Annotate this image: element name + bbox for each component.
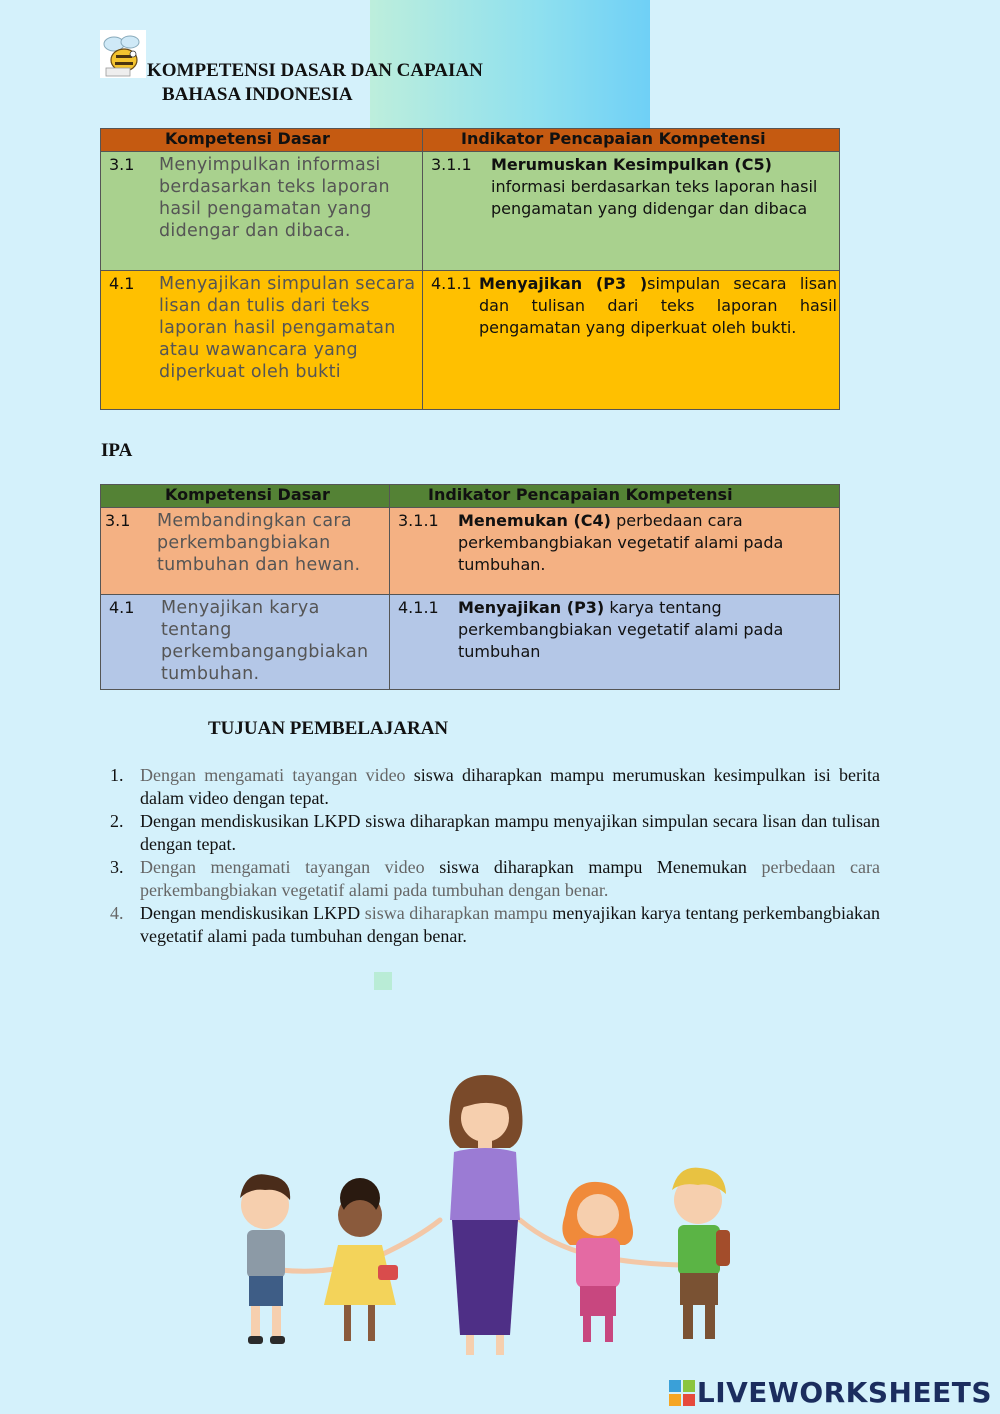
item-text-part: Dengan mengamati tayangan video [140,857,425,877]
indicator-verb: Menyajikan (P3 ) [479,274,648,293]
indicator-text: perbedaan cara perkembangbiakan vegetatif alami pada tumbuhan. [458,511,784,574]
bee-icon [100,30,146,78]
indicator-text: simpulan secara lisan dan tulisan dari teks laporan hasil pengamatan yang diperkuat oleh bukti. [479,274,837,337]
learning-objectives-heading: TUJUAN PEMBELAJARAN [208,718,449,739]
indicator-verb: Merumuskan Kesimpulkan (C5) [491,155,772,174]
ipa-table [100,484,840,690]
item-number: 1. [110,765,124,785]
list-item [100,856,880,902]
item-text-part: Dengan mendiskusikan LKPD siswa diharapkan mampu menyajikan simpulan secara lisan dan tulisan dengan tepat. [140,811,880,854]
girl-figure-1 [324,1178,398,1341]
table-row [101,595,840,690]
indicator-number: 3.1.1 [398,511,439,530]
indicator-verb: Menyajikan (P3) [458,598,605,617]
table-row [101,271,840,410]
column-header: Indikator Pencapaian Kompetensi [390,485,840,508]
table-row [101,508,840,595]
indicator-text: karya tentang perkembangbiakan vegetatif alami pada tumbuhan [458,598,784,661]
column-header: Indikator Pencapaian Kompetensi [423,129,840,152]
page-title: KOMPETENSI DASAR DAN CAPAIAN [147,60,483,81]
kd-text: Membandingkan cara perkembangbiakan tumbuhan dan hewan. [157,511,361,575]
item-text-part: siswa diharapkan mampu merumuskan kesimpulkan isi berita dalam video dengan tepat. [140,765,880,808]
table-row [101,152,840,271]
item-text-part: Dengan mendiskusikan LKPD [140,903,365,923]
column-header: Kompetensi Dasar [101,129,423,152]
table-header-row [101,485,840,508]
brand-text: LIVEWORKSHEETS [696,1376,992,1409]
liveworksheets-logo-icon [669,1380,695,1406]
item-number: 2. [110,811,124,831]
indicator-number: 3.1.1 [431,155,472,174]
item-text-part: siswa diharapkan mampu Menemukan [424,857,762,877]
indicator-verb: Menemukan (C4) [458,511,611,530]
teacher-and-children-illustration [220,1070,750,1360]
kd-number: 4.1 [109,598,135,617]
bahasa-indonesia-table [100,128,840,410]
kd-number: 3.1 [109,155,135,174]
kd-number: 3.1 [105,511,131,530]
item-text-part: Dengan mengamati tayangan video [140,765,406,785]
boy-figure-2 [672,1168,730,1339]
list-item [100,810,880,856]
boy-figure-1 [240,1174,290,1344]
teacher-figure [449,1075,522,1355]
list-item [100,902,880,948]
liveworksheets-brand [669,1376,992,1409]
kd-number: 4.1 [109,274,135,293]
kd-text: Menyajikan simpulan secara lisan dan tulis dari teks laporan hasil pengamatan atau wawancara yang diperkuat oleh bukti [159,274,416,382]
ipa-section-label: IPA [101,440,133,461]
column-header: Kompetensi Dasar [101,485,390,508]
kd-text: Menyajikan karya tentang perkembangangbiakan tumbuhan. [161,598,369,684]
item-number: 4. [110,903,124,923]
table-header-row [101,129,840,152]
indicator-number: 4.1.1 [398,598,439,617]
item-text-part: perbedaan cara perkembangbiakan vegetatif alami pada tumbuhan dengan benar. [140,857,880,900]
item-text-part: menyajikan karya tentang perkembangbiakan vegetatif alami pada tumbuhan dengan benar. [140,903,880,946]
subject-title: BAHASA INDONESIA [162,84,353,105]
item-text-part: siswa diharapkan mampu [364,903,548,923]
item-number: 3. [110,857,124,877]
list-item [100,764,880,810]
indicator-number: 4.1.1 [431,274,472,293]
decorative-square [374,972,392,990]
learning-objectives-list [100,764,880,948]
kd-text: Menyimpulkan informasi berdasarkan teks laporan hasil pengamatan yang didengar dan dibaca. [159,155,390,241]
indicator-text: informasi berdasarkan teks laporan hasil pengamatan yang didengar dan dibaca [491,177,818,218]
